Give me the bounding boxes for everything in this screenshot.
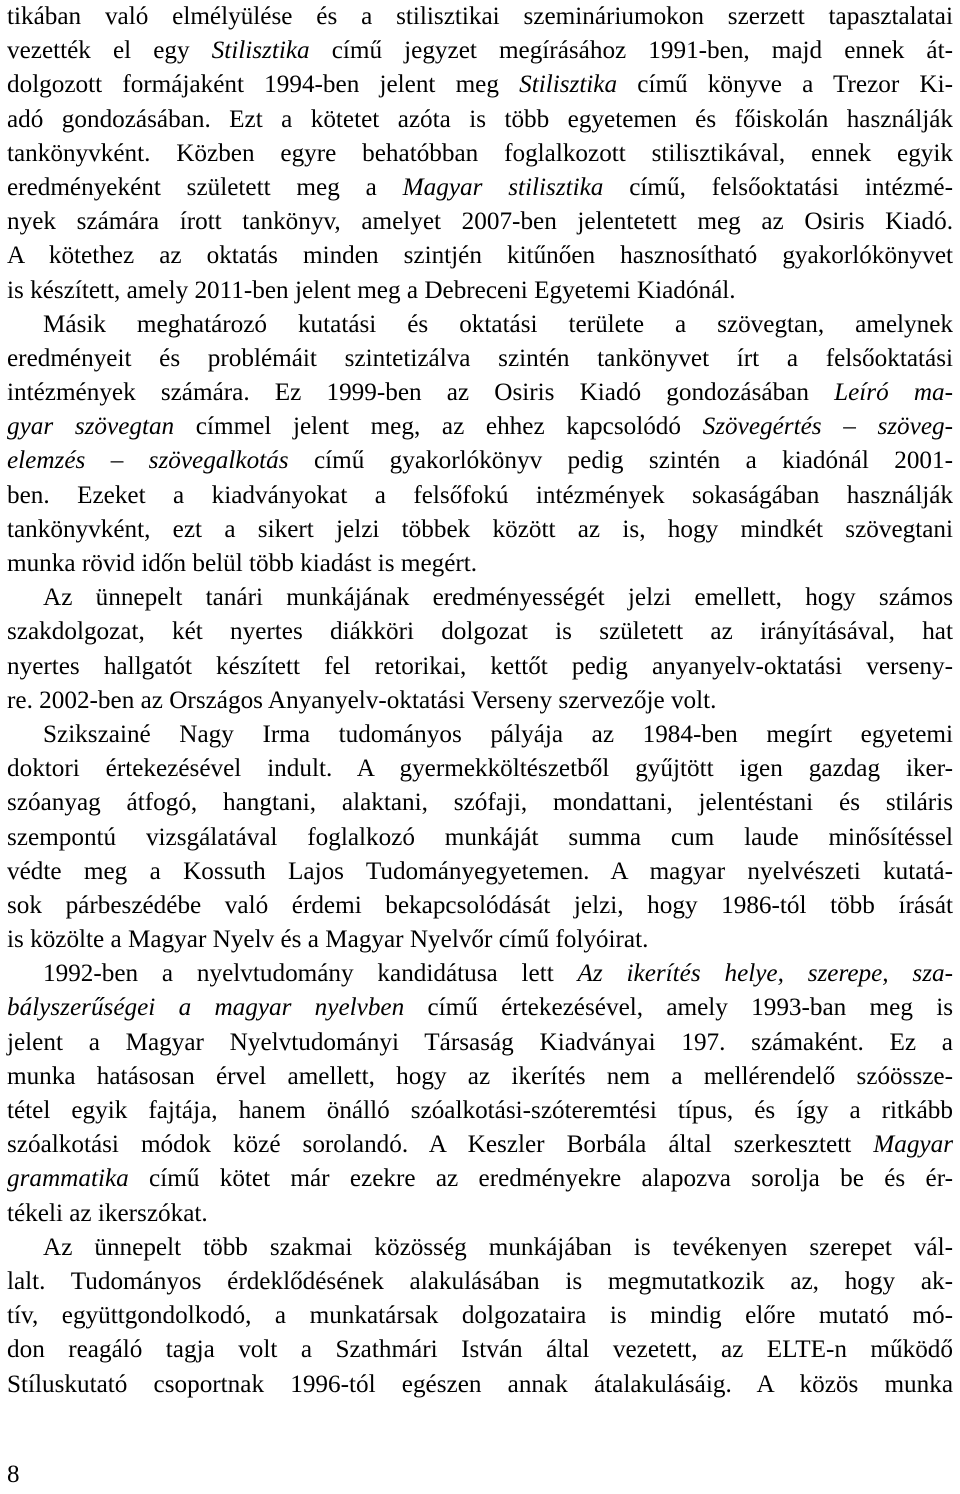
text-line: jelent a Magyar Nyelvtudományi Társaság Kiadványai 197. számaként. Ez a [7,1028,953,1056]
text-line: don reagáló tagja volt a Szathmári István által vezetett, az ELTE-n működő [7,1336,953,1364]
text-line: szempontú vizsgálatával foglalkozó munkáját summa cum laude minősítéssel [7,823,953,851]
document-page [7,0,953,1402]
text-line: tankönyvként. Közben egyre behatóbban foglalkozott stilisztikával, ennek egyik [7,139,953,167]
text-line: Stíluskutató csoportnak 1996-tól egészen annak átalakulásáig. A közös munka [7,1370,953,1398]
italic-title: bályszerűségei a magyar nyelvben [7,994,405,1022]
italic-title: grammatika [7,1165,129,1193]
page-number: 8 [7,1461,20,1488]
text-line: eredményeként született meg a Magyar stilisztika című, felsőoktatási intézmé- [7,173,953,201]
text-line: tikában való elmélyülése és a stilisztikai szemináriumokon szerzett tapasztalatai [7,3,953,30]
text-line: sok párbeszédébe való érdemi bekapcsolódását jelzi, hogy 1986-tól több írását [7,891,953,919]
text-line: eredményeit és problémáit szintetizálva szintén tankönyvet írt a felsőoktatási [7,344,953,372]
text-line: intézmények számára. Ez 1999-ben az Osiris Kiadó gondozásában Leíró ma- [7,379,953,407]
text-line: doktori értekezésével indult. A gyermekköltészetből gyűjtött igen gazdag iker- [7,755,953,783]
text-line: munka hatásosan érvel amellett, hogy az ikerítés nem a mellérendelő szóössze- [7,1062,953,1090]
text-line: munka rövid időn belül több kiadást is megért. [7,550,478,577]
text-line: adó gondozásában. Ezt a kötetet azóta is több egyetemen és főiskolán használják [7,105,953,133]
italic-title: Stilisztika [519,71,618,99]
italic-title: gyar szövegtan [7,413,175,441]
text-line: tankönyvként, ezt a sikert jelzi többek között az is, hogy mindkét szövegtani [7,515,953,543]
text-line: is készített, amely 2011-ben jelent meg a Debreceni Egyetemi Kiadónál. [7,276,736,304]
text-line: Másik meghatározó kutatási és oktatási területe a szövegtan, amelynek [43,310,953,338]
italic-title: Magyar [873,1131,953,1159]
text-line: Szikszainé Nagy Irma tudományos pályája az 1984-ben megírt egyetemi [43,720,953,748]
italic-title: Az ikerítés helye, szerepe, sza- [577,960,953,988]
text-line: tékeli az ikerszókat. [7,1199,208,1227]
text-line: bályszerűségei a magyar nyelvben című értekezésével, amely 1993-ban meg is [7,994,953,1022]
text-line: elemzés – szövegalkotás című gyakorlókönyv pedig szintén a kiadónál 2001- [7,447,953,475]
text-line: szakdolgozat, két nyertes diákköri dolgozat is született az irányításával, hat [7,618,953,646]
italic-title: Szövegértés – szöveg- [702,413,953,441]
text-line: nyertes hallgatót készített fel retorikai, kettőt pedig anyanyelv-oktatási verseny- [7,652,953,680]
text-line: A kötethez az oktatás minden szintjén kitűnően hasznosítható gyakorlókönyvet [7,242,953,270]
text-line: ben. Ezeket a kiadványokat a felsőfokú intézmények sokaságában használják [7,481,953,509]
text-line: nyek számára írott tankönyv, amelyet 2007-ben jelentetett meg az Osiris Kiadó. [7,208,953,236]
text-line: védte meg a Kossuth Lajos Tudományegyetemen. A magyar nyelvészeti kutatá- [7,857,953,885]
italic-title: elemzés – szövegalkotás [7,447,289,475]
italic-title: Stilisztika [211,37,310,65]
italic-title: Magyar stilisztika [402,173,604,201]
text-line: szóanyag átfogó, hangtani, alaktani, szófaji, mondattani, jelentéstani és stiláris [7,789,953,817]
text-line: 1992-ben a nyelvtudomány kandidátusa lett Az ikerítés helye, szerepe, sza- [43,960,953,988]
text-line: grammatika című kötet már ezekre az eredményekre alapozva sorolja be és ér- [7,1165,953,1193]
text-line: Az ünnepelt tanári munkájának eredményességét jelzi emellett, hogy számos [43,584,953,612]
text-line: vezették el egy Stilisztika című jegyzet megírásához 1991-ben, majd ennek át- [7,37,954,65]
text-line: lalt. Tudományos érdeklődésének alakulásában is megmutatkozik az, hogy ak- [7,1267,953,1295]
text-line: dolgozott formájaként 1994-ben jelent meg Stilisztika című könyve a Trezor Ki- [7,71,953,99]
text-line: szóalkotási módok közé sorolandó. A Keszler Borbála által szerkesztett Magyar [7,1131,953,1159]
italic-title: Leíró ma- [834,379,953,407]
text-line: tív, együttgondolkodó, a munkatársak dolgozataira is mindig előre mutató mó- [7,1302,953,1330]
text-line: is közölte a Magyar Nyelv és a Magyar Nyelvőr című folyóirat. [7,926,649,954]
text-line: re. 2002-ben az Országos Anyanyelv-oktatási Verseny szervezője volt. [7,686,717,714]
text-line: gyar szövegtan címmel jelent meg, az ehhez kapcsolódó Szövegértés – szöveg- [7,413,953,441]
text-line: Az ünnepelt több szakmai közösség munkájában is tevékenyen szerepet vál- [43,1233,953,1261]
text-line: tétel egyik fajtája, hanem önálló szóalkotási-szóteremtési típus, és így a ritkább [7,1097,953,1124]
